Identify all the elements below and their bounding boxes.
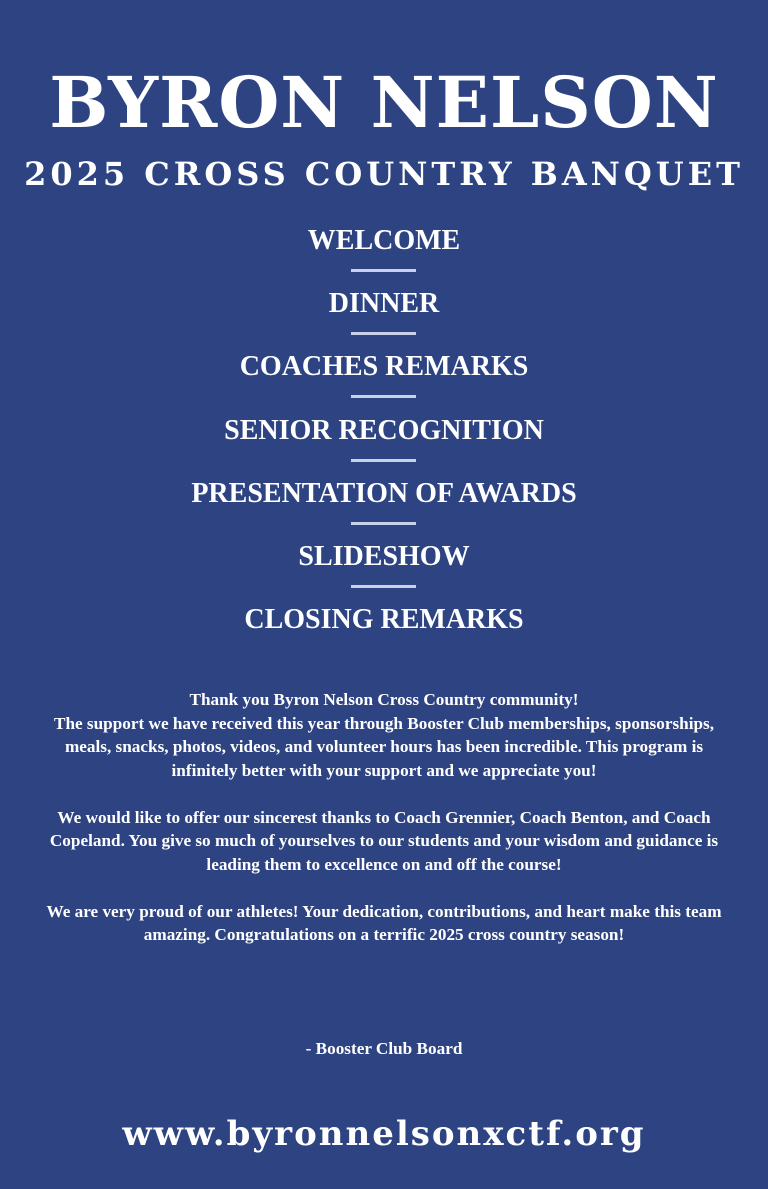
program-item bbox=[0, 473, 768, 536]
program-item bbox=[0, 599, 768, 662]
thanks-heading: Thank you Byron Nelson Cross Country community! bbox=[189, 690, 579, 709]
program-divider bbox=[351, 585, 416, 588]
program-list bbox=[0, 220, 768, 662]
program-divider bbox=[351, 395, 416, 398]
program-item-label: CLOSING REMARKS bbox=[244, 604, 524, 636]
program-item bbox=[0, 220, 768, 283]
program-item bbox=[0, 346, 768, 409]
program-item-label: PRESENTATION OF AWARDS bbox=[191, 477, 577, 509]
program-item-label: SLIDESHOW bbox=[298, 540, 470, 572]
program-item bbox=[0, 283, 768, 346]
program-divider bbox=[351, 522, 416, 525]
program-divider bbox=[351, 269, 416, 272]
program-divider bbox=[351, 332, 416, 335]
program-item-label: COACHES REMARKS bbox=[239, 351, 529, 383]
program-item bbox=[0, 410, 768, 473]
page-subtitle: 2025 CROSS COUNTRY BANQUET bbox=[24, 155, 744, 193]
program-divider bbox=[351, 459, 416, 462]
program-item-label: DINNER bbox=[328, 288, 440, 320]
message-paragraph: We are very proud of our athletes! Your dedication, contributions, and heart make this team amazing. Congratulations on a terrific 2025 cross country season! bbox=[46, 901, 722, 944]
program-item-label: SENIOR RECOGNITION bbox=[224, 414, 544, 446]
message-paragraph: The support we have received this year through Booster Club memberships, sponsorships, meals, snacks, photos, videos, and volunteer hours has been incredible. This program is infinitely better with your support and we appreciate you! bbox=[53, 713, 715, 780]
page-title: BYRON NELSON bbox=[49, 61, 719, 144]
program-item bbox=[0, 536, 768, 599]
program-item-label: WELCOME bbox=[307, 225, 461, 256]
website-url: www.byronnelsonxctf.org bbox=[122, 1114, 646, 1154]
message-paragraph: We would like to offer our sincerest thanks to Coach Grennier, Coach Benton, and Coach Copeland. You give so much of yourselves to our students and your wisdom and guidance is leading them to excellence on and off the course! bbox=[49, 807, 719, 874]
signature: - Booster Club Board bbox=[305, 1039, 463, 1058]
thank-you-message bbox=[34, 688, 734, 970]
